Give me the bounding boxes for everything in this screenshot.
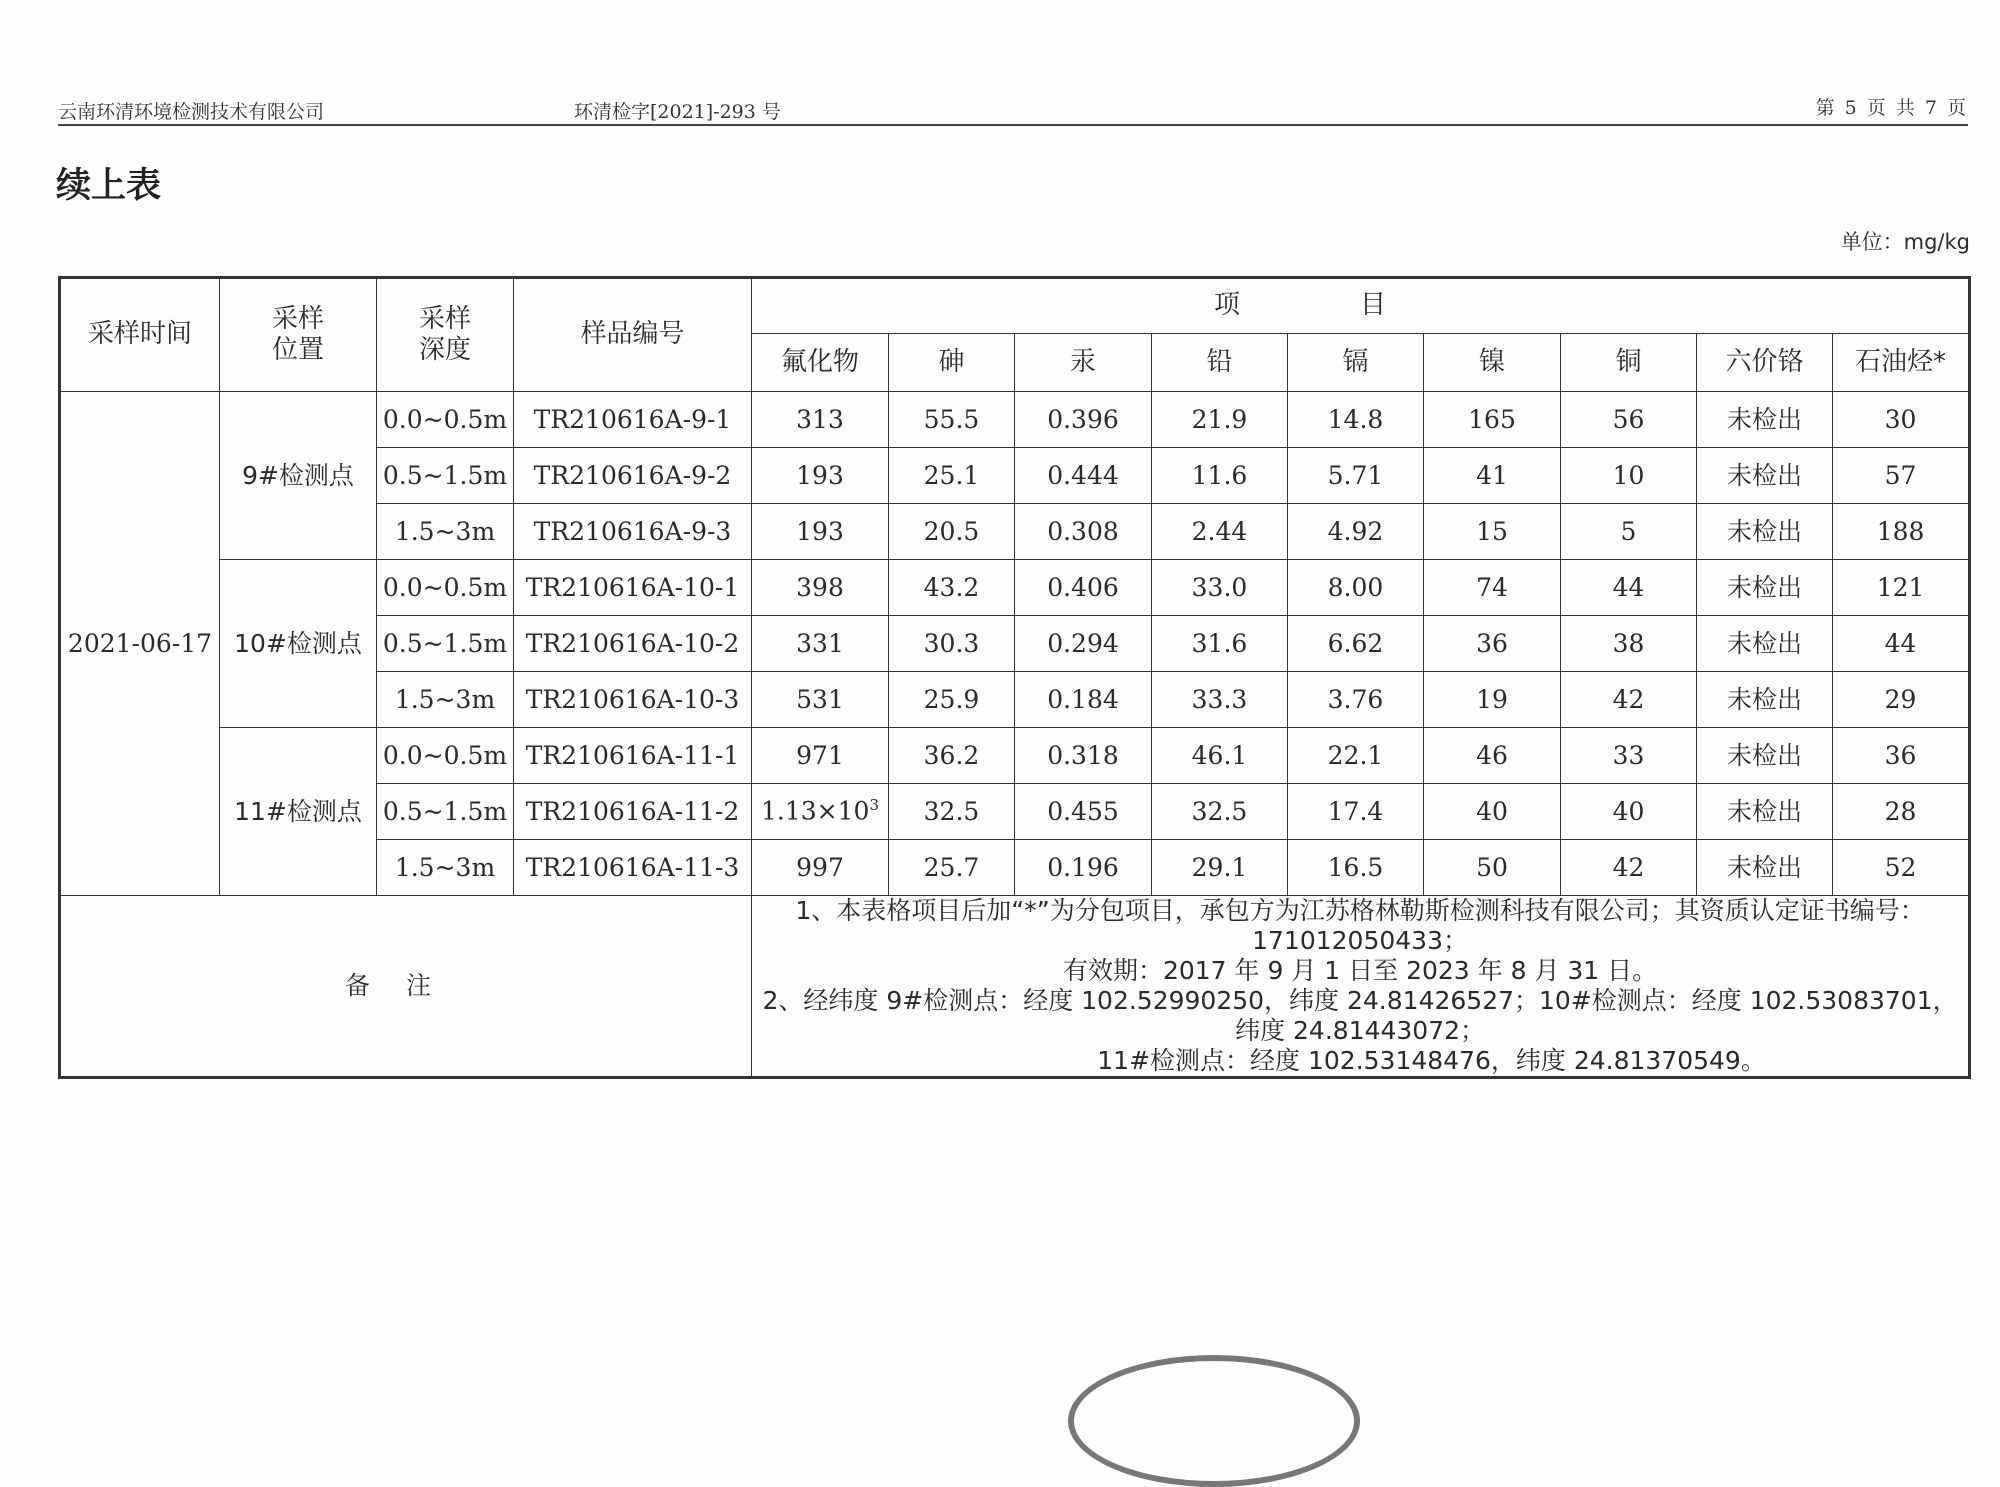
table-row bbox=[60, 392, 1970, 448]
value-cell: 4.92 bbox=[1288, 504, 1424, 560]
value-cell: 6.62 bbox=[1288, 616, 1424, 672]
header-item-arsenic: 砷 bbox=[889, 334, 1015, 392]
value-cell: 0.406 bbox=[1015, 560, 1152, 616]
value-cell: 未检出 bbox=[1697, 616, 1833, 672]
value-cell: 25.7 bbox=[889, 840, 1015, 896]
sampling-date: 2021-06-17 bbox=[60, 392, 220, 896]
value-cell: 25.9 bbox=[889, 672, 1015, 728]
remark-line: 有效期：2017 年 9 月 1 日至 2023 年 8 月 31 日。 bbox=[1062, 956, 1658, 985]
header-sample-id: 样品编号 bbox=[514, 278, 752, 392]
value-cell: 55.5 bbox=[889, 392, 1015, 448]
table-row bbox=[60, 560, 1970, 616]
value-cell: 0.308 bbox=[1015, 504, 1152, 560]
value-cell: 0.455 bbox=[1015, 784, 1152, 840]
value-cell: 398 bbox=[752, 560, 889, 616]
value-cell bbox=[752, 784, 889, 840]
sample-id-cell: TR210616A-9-2 bbox=[514, 448, 752, 504]
value-cell: 0.318 bbox=[1015, 728, 1152, 784]
location-cell: 9#检测点 bbox=[220, 392, 377, 560]
value-cell: 36.2 bbox=[889, 728, 1015, 784]
value-mantissa: 1.13×10 bbox=[761, 796, 870, 826]
document-number: 环清检字[2021]-293 号 bbox=[574, 101, 781, 123]
value-cell: 50 bbox=[1424, 840, 1561, 896]
value-cell: 2.44 bbox=[1152, 504, 1288, 560]
sample-id-cell: TR210616A-9-3 bbox=[514, 504, 752, 560]
location-cell: 11#检测点 bbox=[220, 728, 377, 896]
page-header bbox=[58, 96, 1968, 126]
header-item-nickel: 镍 bbox=[1424, 334, 1561, 392]
value-cell: 38 bbox=[1561, 616, 1697, 672]
value-cell: 331 bbox=[752, 616, 889, 672]
value-cell: 未检出 bbox=[1697, 560, 1833, 616]
sample-id-cell: TR210616A-10-1 bbox=[514, 560, 752, 616]
value-cell: 15 bbox=[1424, 504, 1561, 560]
sample-id-cell: TR210616A-11-3 bbox=[514, 840, 752, 896]
value-cell: 43.2 bbox=[889, 560, 1015, 616]
header-item-cadmium: 镉 bbox=[1288, 334, 1424, 392]
value-cell: 56 bbox=[1561, 392, 1697, 448]
value-cell: 22.1 bbox=[1288, 728, 1424, 784]
value-cell: 971 bbox=[752, 728, 889, 784]
sample-id-cell: TR210616A-10-2 bbox=[514, 616, 752, 672]
value-cell: 36 bbox=[1833, 728, 1970, 784]
depth-cell: 0.5~1.5m bbox=[377, 784, 514, 840]
value-cell: 未检出 bbox=[1697, 784, 1833, 840]
header-sampling-time: 采样时间 bbox=[60, 278, 220, 392]
value-cell: 44 bbox=[1561, 560, 1697, 616]
sample-id-cell: TR210616A-9-1 bbox=[514, 392, 752, 448]
value-cell: 531 bbox=[752, 672, 889, 728]
value-cell: 188 bbox=[1833, 504, 1970, 560]
remark-line: 2、经纬度 9#检测点：经度 102.52990250，纬度 24.81426527；10#检测点：经度 102.53083701，纬度 24.81443072； bbox=[762, 986, 1958, 1045]
remarks-row bbox=[60, 896, 1970, 1078]
value-cell: 31.6 bbox=[1152, 616, 1288, 672]
value-cell: 42 bbox=[1561, 672, 1697, 728]
depth-cell: 0.5~1.5m bbox=[377, 616, 514, 672]
value-cell: 121 bbox=[1833, 560, 1970, 616]
remark-line: 11#检测点：经度 102.53148476，纬度 24.81370549。 bbox=[1097, 1046, 1766, 1075]
header-sampling-location: 采样位置 bbox=[220, 278, 377, 392]
sample-id-cell: TR210616A-11-1 bbox=[514, 728, 752, 784]
depth-cell: 0.0~0.5m bbox=[377, 392, 514, 448]
depth-cell: 0.0~0.5m bbox=[377, 560, 514, 616]
value-cell: 0.294 bbox=[1015, 616, 1152, 672]
official-seal-partial bbox=[1068, 1355, 1360, 1487]
sample-id-cell: TR210616A-11-2 bbox=[514, 784, 752, 840]
header-items: 项目 bbox=[752, 278, 1970, 334]
value-cell: 52 bbox=[1833, 840, 1970, 896]
value-cell: 41 bbox=[1424, 448, 1561, 504]
value-cell: 30 bbox=[1833, 392, 1970, 448]
value-cell: 40 bbox=[1424, 784, 1561, 840]
remark-line: 1、本表格项目后加“*”为分包项目，承包方为江苏格林勒斯检测科技有限公司；其资质认定证书编号：171012050433； bbox=[795, 896, 1925, 955]
value-cell: 未检出 bbox=[1697, 840, 1833, 896]
header-item-chromium-vi: 六价铬 bbox=[1697, 334, 1833, 392]
sample-id-cell: TR210616A-10-3 bbox=[514, 672, 752, 728]
value-cell: 20.5 bbox=[889, 504, 1015, 560]
value-cell: 44 bbox=[1833, 616, 1970, 672]
value-cell: 0.184 bbox=[1015, 672, 1152, 728]
value-cell: 10 bbox=[1561, 448, 1697, 504]
depth-cell: 1.5~3m bbox=[377, 840, 514, 896]
value-cell: 33.3 bbox=[1152, 672, 1288, 728]
value-cell: 19 bbox=[1424, 672, 1561, 728]
value-cell: 未检出 bbox=[1697, 448, 1833, 504]
value-cell: 0.396 bbox=[1015, 392, 1152, 448]
value-cell: 未检出 bbox=[1697, 672, 1833, 728]
value-cell: 8.00 bbox=[1288, 560, 1424, 616]
depth-cell: 1.5~3m bbox=[377, 504, 514, 560]
value-cell: 5 bbox=[1561, 504, 1697, 560]
value-cell: 29 bbox=[1833, 672, 1970, 728]
value-cell: 14.8 bbox=[1288, 392, 1424, 448]
value-cell: 16.5 bbox=[1288, 840, 1424, 896]
value-cell: 33.0 bbox=[1152, 560, 1288, 616]
header-item-petroleum-hydrocarbons: 石油烃* bbox=[1833, 334, 1970, 392]
value-cell: 74 bbox=[1424, 560, 1561, 616]
value-cell: 25.1 bbox=[889, 448, 1015, 504]
value-cell: 193 bbox=[752, 504, 889, 560]
remarks-label: 备注 bbox=[60, 896, 752, 1078]
value-cell: 40 bbox=[1561, 784, 1697, 840]
value-cell: 0.444 bbox=[1015, 448, 1152, 504]
value-cell: 42 bbox=[1561, 840, 1697, 896]
unit-label: 单位：mg/kg bbox=[1840, 230, 1970, 254]
value-cell: 3.76 bbox=[1288, 672, 1424, 728]
value-cell: 未检出 bbox=[1697, 728, 1833, 784]
header-item-lead: 铅 bbox=[1152, 334, 1288, 392]
value-cell: 未检出 bbox=[1697, 392, 1833, 448]
value-cell: 36 bbox=[1424, 616, 1561, 672]
location-cell: 10#检测点 bbox=[220, 560, 377, 728]
header-item-mercury: 汞 bbox=[1015, 334, 1152, 392]
value-cell: 313 bbox=[752, 392, 889, 448]
value-cell: 32.5 bbox=[1152, 784, 1288, 840]
depth-cell: 0.0~0.5m bbox=[377, 728, 514, 784]
value-cell: 未检出 bbox=[1697, 504, 1833, 560]
value-cell: 29.1 bbox=[1152, 840, 1288, 896]
value-cell: 193 bbox=[752, 448, 889, 504]
value-cell: 17.4 bbox=[1288, 784, 1424, 840]
value-cell: 997 bbox=[752, 840, 889, 896]
header-item-copper: 铜 bbox=[1561, 334, 1697, 392]
depth-cell: 0.5~1.5m bbox=[377, 448, 514, 504]
header-rule bbox=[58, 124, 1968, 126]
company-name: 云南环清环境检测技术有限公司 bbox=[58, 101, 325, 123]
depth-cell: 1.5~3m bbox=[377, 672, 514, 728]
page-title: 续上表 bbox=[56, 166, 162, 206]
results-table bbox=[58, 276, 1971, 1079]
value-cell: 30.3 bbox=[889, 616, 1015, 672]
value-cell: 21.9 bbox=[1152, 392, 1288, 448]
value-exponent: 3 bbox=[869, 796, 879, 815]
value-cell: 32.5 bbox=[889, 784, 1015, 840]
value-cell: 57 bbox=[1833, 448, 1970, 504]
table-row bbox=[60, 728, 1970, 784]
header-item-fluoride: 氟化物 bbox=[752, 334, 889, 392]
value-cell: 5.71 bbox=[1288, 448, 1424, 504]
value-cell: 28 bbox=[1833, 784, 1970, 840]
value-cell: 11.6 bbox=[1152, 448, 1288, 504]
page-info: 第 5 页 共 7 页 bbox=[1815, 97, 1968, 119]
value-cell: 46 bbox=[1424, 728, 1561, 784]
header-sampling-depth: 采样深度 bbox=[377, 278, 514, 392]
value-cell: 0.196 bbox=[1015, 840, 1152, 896]
value-cell: 165 bbox=[1424, 392, 1561, 448]
value-cell: 33 bbox=[1561, 728, 1697, 784]
value-cell: 46.1 bbox=[1152, 728, 1288, 784]
remarks-text bbox=[752, 896, 1970, 1078]
